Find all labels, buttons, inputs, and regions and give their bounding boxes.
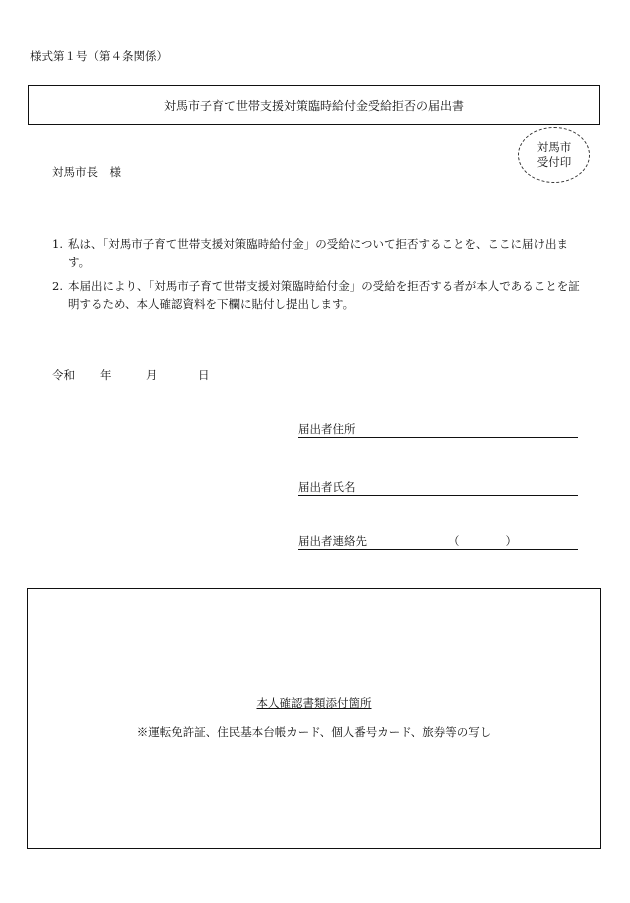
clause-text: 本届出により、「対馬市子育て世帯支援対策臨時給付金」の受給を拒否する者が本人であることを証明するため、本人確認資料を下欄に貼付し提出します。: [68, 279, 580, 311]
attachment-title: 本人確認書類添付箇所: [256, 696, 372, 710]
date-year: 年: [100, 368, 112, 382]
date-era: 令和: [52, 368, 75, 382]
applicant-name-field[interactable]: [298, 479, 578, 496]
applicant-name-label: 届出者氏名: [298, 480, 356, 494]
clause-number: 2.: [52, 279, 63, 293]
addressee: 対馬市長 様: [52, 165, 121, 179]
id-document-attachment-area[interactable]: [27, 588, 601, 849]
stamp-line-2: 受付印: [536, 155, 572, 169]
form-number: 様式第１号（第４条関係）: [30, 49, 168, 63]
applicant-contact-label: 届出者連絡先: [298, 534, 367, 548]
date-month: 月: [146, 368, 158, 382]
document-title: 対馬市子育て世帯支援対策臨時給付金受給拒否の届出書: [163, 98, 464, 113]
applicant-contact-field[interactable]: [298, 533, 578, 550]
clause-1: [52, 235, 587, 271]
applicant-address-field[interactable]: [298, 421, 578, 438]
applicant-address-label: 届出者住所: [298, 422, 356, 436]
stamp-line-1: 対馬市: [536, 140, 572, 154]
reception-stamp-area: [518, 127, 590, 183]
date-row: [52, 367, 210, 383]
contact-parentheses: （ ）: [448, 534, 517, 548]
clause-number: 1.: [52, 237, 63, 251]
date-day: 日: [198, 368, 210, 382]
document-title-box: [28, 85, 600, 125]
attachment-note: ※運転免許証、住民基本台帳カード、個人番号カード、旅券等の写し: [136, 725, 492, 739]
clause-text: 私は、「対馬市子育て世帯支援対策臨時給付金」の受給について拒否することを、ここに届け出ます。: [68, 237, 569, 269]
clause-2: [52, 277, 587, 313]
